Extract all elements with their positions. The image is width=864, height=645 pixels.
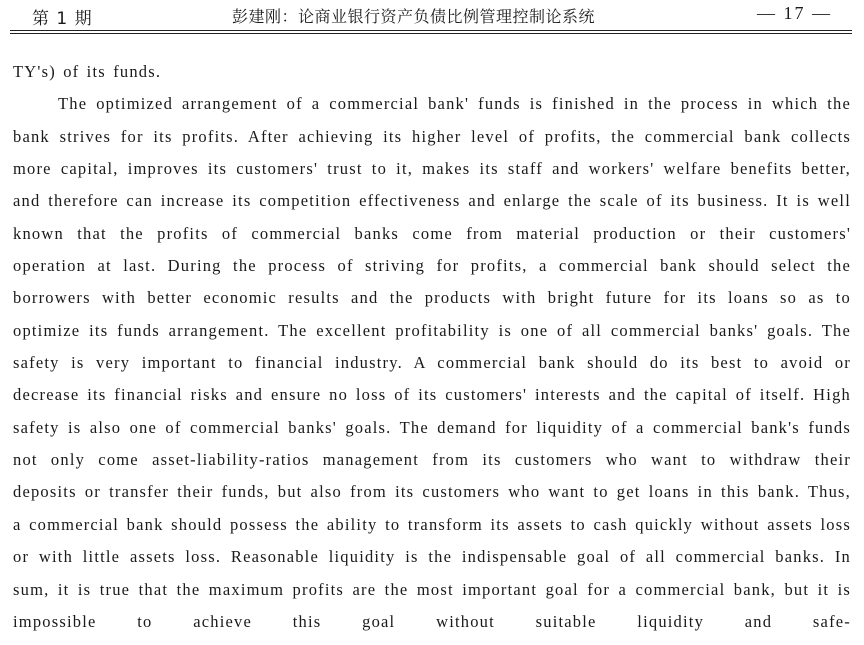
header-rule-bottom — [10, 33, 852, 34]
page-header — [0, 0, 864, 34]
body-text — [13, 56, 851, 638]
running-title: 彭建刚：论商业银行资产负债比例管理控制论系统 — [232, 7, 596, 26]
page-number: — 17 — — [757, 3, 832, 23]
issue-label: 第 1 期 — [32, 9, 93, 29]
carryover-line: TY's) of its funds. — [13, 62, 162, 81]
header-rule-top — [10, 30, 852, 31]
body-paragraph: The optimized arrangement of a commercial bank' funds is finished in the process in which the bank strives for its profits. After achieving its higher level of profits, the commercial bank collects more capital, improves its customers' trust to it, makes its staff and workers' welfare benefits better, and therefore can increase its competition effectiveness and enlarge the scale of its business. It is well known that the profits of commercial banks come from material production or their customers' operation at last. During the process of striving for profits, a commercial bank should select the borrowers with better economic results and the products with bright future for its loans so as to optimize its funds arrangement. The excellent profitability is one of all commercial banks' goals. The safety is very important to financial industry. A commercial bank should do its best to avoid or decrease its financial risks and ensure no loss of its customers' interests and the capital of itself. High safety is also one of commercial banks' goals. The demand for liquidity of a commercial bank's funds not only come asset-liability-ratios management from its customers who want to withdraw their deposits or transfer their funds, but also from its customers who want to get loans in this bank. Thus, a commercial bank should possess the ability to transform its assets to cash quickly without assets loss or with little assets loss. Reasonable liquidity is the indispensable goal of all commercial banks. In sum, it is true that the maximum profits are the most important goal for a commercial bank, but it is impossible to achieve this goal without suitable liquidity and safe- — [13, 94, 851, 631]
